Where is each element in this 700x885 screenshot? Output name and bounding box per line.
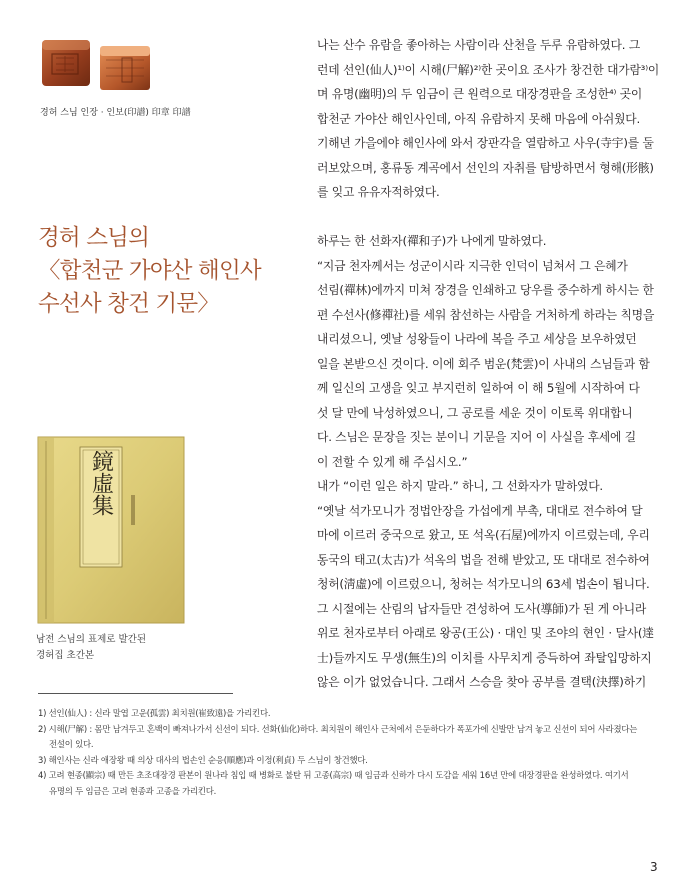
body-line: 합천군 가야산 해인사인데, 아직 유람하지 못해 마음에 아쉬웠다. [317, 111, 641, 126]
body-line: 섯 달 만에 낙성하였으니, 그 공로를 세운 것이 이토록 위대합니 [317, 405, 633, 420]
body-line: 런데 선인(仙人)¹⁾이 시해(尸解)²⁾한 곳이요 조사가 창건한 대가람³⁾이 [317, 62, 660, 77]
body-line: 청허(淸虛)에 이르렀으니, 청허는 석가모니의 63세 법손이 됩니다. [317, 577, 650, 591]
body-line: 께 일신의 고생을 잊고 부지런히 일하여 이 해 5월에 시작하여 다 [317, 381, 640, 395]
paragraph-gap [317, 205, 667, 230]
body-line: 그 시절에는 산림의 납자들만 견성하여 도사(導師)가 된 게 아니라 [317, 601, 647, 616]
body-line: 편 수선사(修禪社)를 세워 참선하는 사람을 거처하게 하라는 칙명을 [317, 307, 655, 322]
body-line: 선림(禪林)에까지 미쳐 장경을 인쇄하고 당우를 중수하게 하시는 한 [317, 283, 654, 297]
body-line: 않은 이가 없었습니다. 그래서 스승을 찾아 공부를 결택(決擇)하기 [317, 675, 647, 689]
body-line: 내리셨으니, 옛날 성왕들이 나라에 복을 주고 세상을 보우하였던 [317, 332, 637, 346]
body-line: 위로 천자로부터 아래로 왕공(王公) · 대인 및 조야의 현인 · 달사(達 [317, 626, 654, 640]
article-title [38, 222, 288, 321]
body-line: 러보았으며, 홍류동 계곡에서 선인의 자취를 탐방하면서 형해(形骸) [317, 160, 654, 175]
footnote-line: 3) 해인사는 신라 애장왕 때 의상 대사의 법손인 순응(順應)과 이정(利貞) 두 스님이 창건했다. [38, 754, 368, 765]
title-line-3: 수선사 창건 기문〉 [38, 291, 219, 317]
book-cover-title: 鏡虛集 [88, 450, 114, 516]
page-number: 3 [650, 860, 658, 874]
body-line: “지금 천자께서는 성군이시라 지극한 인덕이 넘쳐서 그 은혜가 [317, 258, 628, 273]
book-cover-photo [36, 435, 186, 625]
book-caption-line-1: 남전 스님의 표제로 발간된 [36, 634, 147, 645]
footnote-line: 전설이 있다. [49, 739, 94, 749]
body-line: 내가 “이런 일은 하지 말라.” 하니, 그 선화자가 말하였다. [317, 479, 603, 493]
body-line: 이 전할 수 있게 해 주십시오.” [317, 454, 468, 469]
body-line: 기해년 가을에야 해인사에 와서 장판각을 열람하고 사우(寺宇)를 둘 [317, 136, 654, 150]
book-caption [36, 632, 146, 664]
body-line: 나는 산수 유람을 좋아하는 사람이라 산천을 두루 유람하였다. 그 [317, 38, 641, 52]
body-line: 동국의 태고(太古)가 석옥의 법을 전해 받았고, 또 대대로 전수하여 [317, 552, 650, 567]
title-line-1: 경허 스님의 [38, 225, 150, 251]
body-text [317, 33, 667, 695]
body-line: 다. 스님은 문장을 짓는 분이니 기문을 지어 이 사실을 후세에 길 [317, 430, 636, 444]
seal-caption: 경허 스님 인장 · 인보(印譜) 印章 印譜 [40, 108, 191, 118]
title-line-2: 〈합천군 가야산 해인사 [38, 258, 261, 284]
body-line: 마에 이르러 중국으로 왔고, 또 석옥(石屋)에까지 이르렀는데, 우리 [317, 528, 650, 542]
footnote-divider [38, 693, 233, 694]
body-line: 며 유명(幽明)의 두 임금이 큰 원력으로 대장경판을 조성한⁴⁾ 곳이 [317, 87, 643, 101]
footnote-line: 4) 고려 현종(顯宗) 때 만든 초조대장경 판본이 원나라 침입 때 병화로 불탄 뒤 고종(高宗) 때 임금과 신하가 다시 도감을 세워 16년 만에 대장경판을 완성하였다. 여기서 [38, 770, 629, 780]
book-caption-line-2: 경허집 초간본 [36, 650, 95, 661]
body-line: 를 잊고 유유자적하였다. [317, 185, 440, 199]
body-line: 하루는 한 선화자(禪和子)가 나에게 말하였다. [317, 234, 547, 248]
footnote-line: 1) 선인(仙人) : 신라 말엽 고운(孤雲) 최치원(崔致遠)을 가리킨다. [38, 708, 271, 718]
footnote-line: 유명의 두 임금은 고려 현종과 고종을 가리킨다. [49, 785, 217, 796]
body-line: 士)들까지도 무생(無生)의 이치를 사무치게 증득하여 좌탈입망하지 [317, 650, 652, 665]
body-line: 일을 본받으신 것이다. 이에 회주 범운(梵雲)이 사내의 스님들과 함 [317, 356, 650, 371]
footnote-line: 2) 시해(尸解) : 몸만 남겨두고 혼백이 빠져나가서 신선이 되다. 선화(仙化)하다. 최치원이 해인사 근처에서 은둔하다가 폭포가에 신발만 남겨 놓고 신선이 되어 사라졌다는 [38, 723, 638, 734]
footnotes [38, 706, 668, 799]
body-line: “옛날 석가모니가 정법안장을 가섭에게 부촉, 대대로 전수하여 달 [317, 503, 643, 518]
seal-photo [38, 36, 160, 94]
